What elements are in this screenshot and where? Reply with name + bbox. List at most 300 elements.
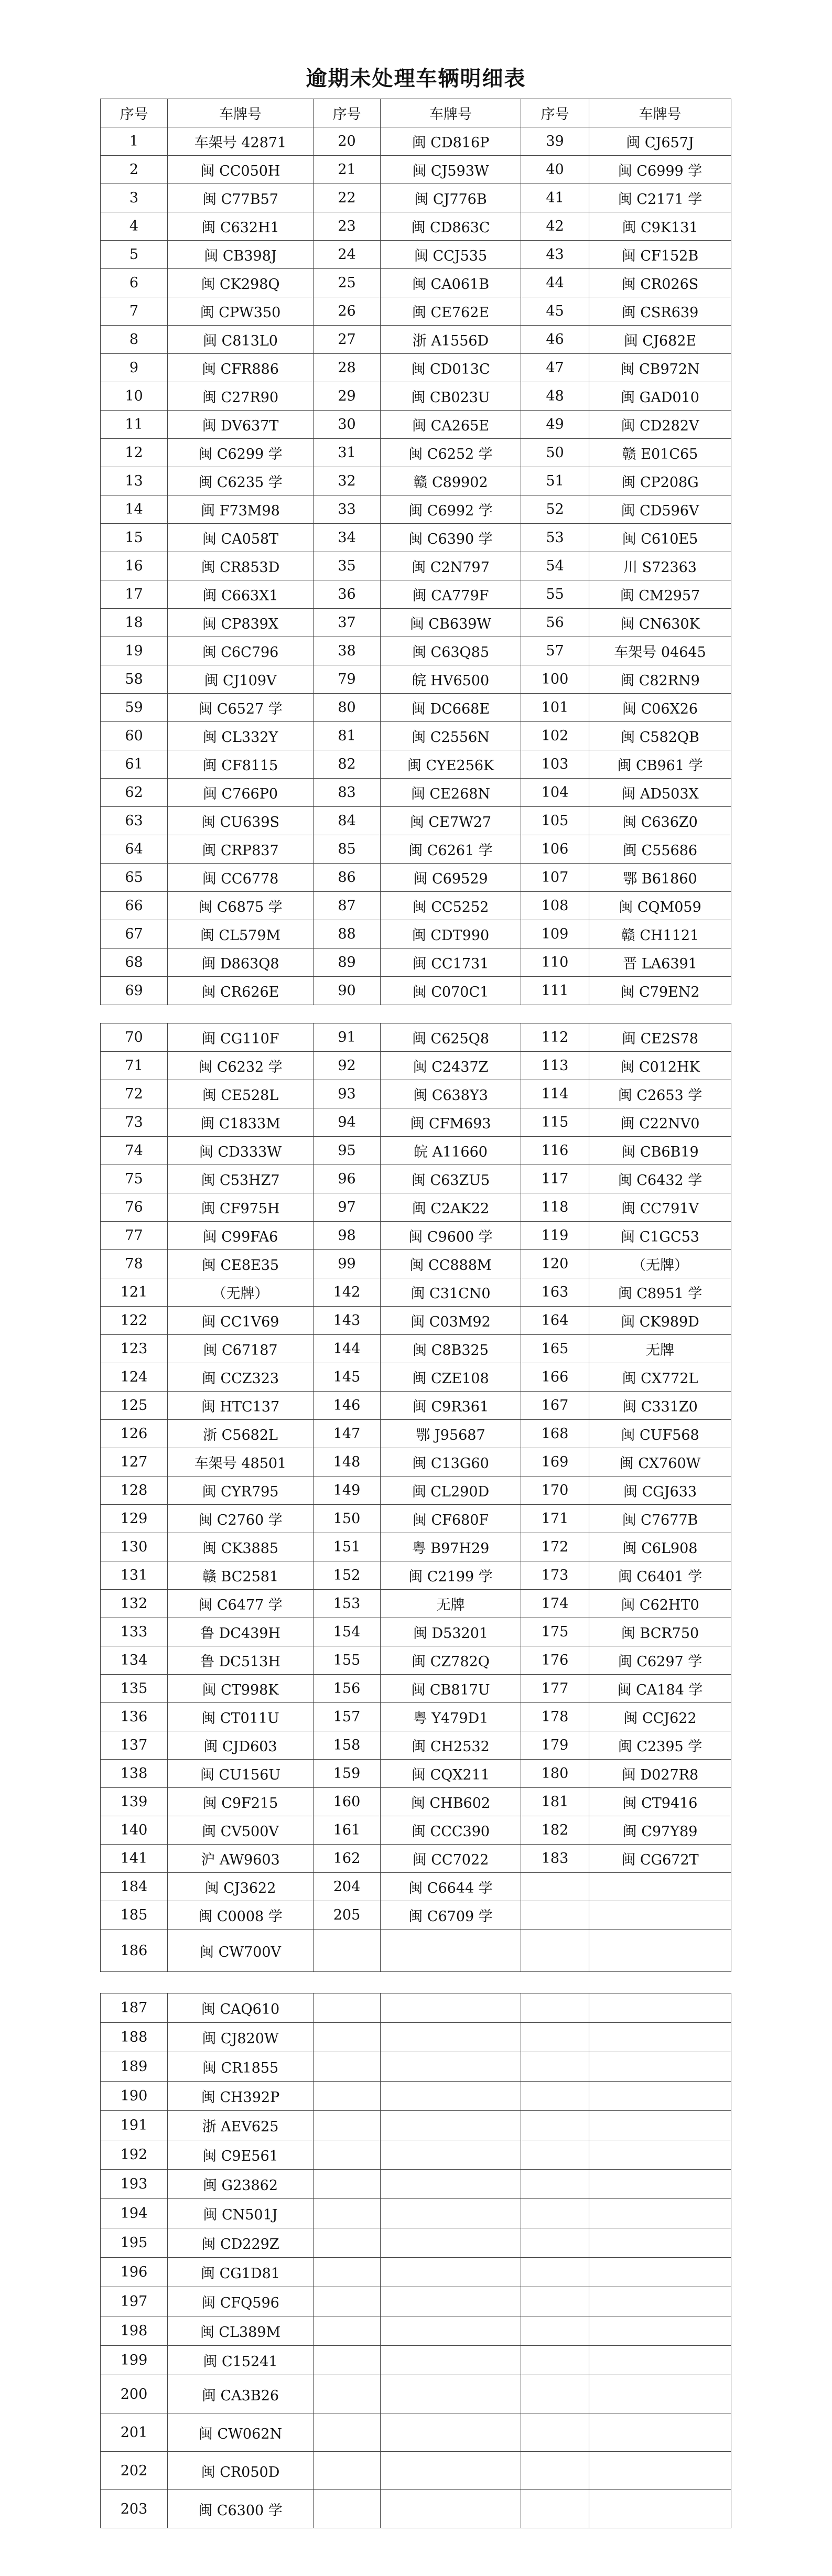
serial-number-cell: 175 bbox=[521, 1618, 589, 1646]
plate-number-cell: 闽 C6875 学 bbox=[168, 892, 314, 920]
serial-number-cell: 114 bbox=[521, 1080, 589, 1108]
serial-number-cell: 125 bbox=[101, 1392, 168, 1420]
serial-number-cell: 59 bbox=[101, 694, 168, 722]
plate-number-cell: 闽 C6527 学 bbox=[168, 694, 314, 722]
table-row bbox=[101, 524, 731, 552]
plate-number-cell bbox=[589, 2316, 731, 2346]
serial-number-cell: 127 bbox=[101, 1448, 168, 1476]
serial-number-cell: 90 bbox=[314, 977, 381, 1005]
plate-number-cell: 闽 CW700V bbox=[168, 1930, 314, 1972]
serial-number-cell: 121 bbox=[101, 1278, 168, 1307]
table-row bbox=[101, 326, 731, 354]
plate-number-cell: 闽 C6999 学 bbox=[589, 156, 731, 184]
plate-number-cell bbox=[589, 2228, 731, 2258]
plate-number-cell: 闽 CDT990 bbox=[381, 920, 521, 949]
serial-number-cell: 12 bbox=[101, 439, 168, 467]
serial-number-cell: 47 bbox=[521, 354, 589, 382]
serial-number-cell: 2 bbox=[101, 156, 168, 184]
serial-number-cell bbox=[521, 2346, 589, 2375]
serial-number-cell: 24 bbox=[314, 241, 381, 269]
serial-number-cell: 6 bbox=[101, 269, 168, 297]
serial-number-cell: 77 bbox=[101, 1222, 168, 1250]
plate-number-cell: 闽 CM2957 bbox=[589, 580, 731, 609]
serial-number-cell: 171 bbox=[521, 1505, 589, 1533]
table-row bbox=[101, 580, 731, 609]
plate-number-cell: 闽 HTC137 bbox=[168, 1392, 314, 1420]
plate-number-cell: 闽 CFQ596 bbox=[168, 2287, 314, 2316]
plate-number-cell bbox=[589, 2346, 731, 2375]
serial-number-cell: 10 bbox=[101, 382, 168, 411]
serial-number-cell: 97 bbox=[314, 1193, 381, 1222]
plate-number-cell: 闽 CJ820W bbox=[168, 2023, 314, 2052]
serial-number-cell bbox=[521, 1873, 589, 1901]
table-row bbox=[101, 1108, 731, 1137]
plate-number-cell: 闽 C9F215 bbox=[168, 1788, 314, 1816]
plate-number-cell: 闽 C27R90 bbox=[168, 382, 314, 411]
plate-number-cell: 闽 AD503X bbox=[589, 779, 731, 807]
plate-number-cell: 闽 CJ3622 bbox=[168, 1873, 314, 1901]
plate-number-cell: 闽 CA265E bbox=[381, 411, 521, 439]
serial-number-cell: 69 bbox=[101, 977, 168, 1005]
plate-number-cell: 闽 CD816P bbox=[381, 127, 521, 156]
serial-number-cell: 101 bbox=[521, 694, 589, 722]
serial-number-cell: 118 bbox=[521, 1193, 589, 1222]
plate-number-cell: 川 S72363 bbox=[589, 552, 731, 580]
serial-number-cell: 196 bbox=[101, 2258, 168, 2287]
serial-number-cell: 52 bbox=[521, 495, 589, 524]
table-row bbox=[101, 2287, 731, 2316]
plate-number-cell: 闽 CC791V bbox=[589, 1193, 731, 1222]
serial-number-cell: 60 bbox=[101, 722, 168, 750]
table-row bbox=[101, 1703, 731, 1731]
serial-number-cell: 160 bbox=[314, 1788, 381, 1816]
plate-number-cell: 闽 CJ593W bbox=[381, 156, 521, 184]
table-row bbox=[101, 2170, 731, 2199]
serial-number-cell: 64 bbox=[101, 835, 168, 864]
serial-number-cell: 83 bbox=[314, 779, 381, 807]
serial-number-cell: 36 bbox=[314, 580, 381, 609]
plate-number-cell: 闽 C2395 学 bbox=[589, 1731, 731, 1760]
serial-number-cell: 170 bbox=[521, 1476, 589, 1505]
serial-number-cell: 67 bbox=[101, 920, 168, 949]
serial-number-cell: 181 bbox=[521, 1788, 589, 1816]
table-row bbox=[101, 1505, 731, 1533]
plate-number-cell: 闽 CJ657J bbox=[589, 127, 731, 156]
serial-number-cell: 23 bbox=[314, 212, 381, 241]
serial-number-cell: 53 bbox=[521, 524, 589, 552]
plate-number-cell: 闽 C2437Z bbox=[381, 1052, 521, 1080]
serial-number-cell: 50 bbox=[521, 439, 589, 467]
serial-number-cell: 20 bbox=[314, 127, 381, 156]
plate-number-cell: 闽 CK3885 bbox=[168, 1533, 314, 1561]
serial-number-cell: 163 bbox=[521, 1278, 589, 1307]
serial-number-cell bbox=[521, 2111, 589, 2140]
serial-number-cell bbox=[314, 1930, 381, 1972]
plate-number-cell: 闽 CE762E bbox=[381, 297, 521, 326]
serial-number-cell: 173 bbox=[521, 1561, 589, 1590]
table-row bbox=[101, 1788, 731, 1816]
plate-number-cell bbox=[381, 2082, 521, 2111]
serial-number-cell: 130 bbox=[101, 1533, 168, 1561]
serial-number-cell: 42 bbox=[521, 212, 589, 241]
plate-number-cell bbox=[589, 2052, 731, 2082]
plate-number-cell: 闽 CH2532 bbox=[381, 1731, 521, 1760]
serial-number-cell bbox=[314, 2287, 381, 2316]
plate-number-cell: 闽 C2760 学 bbox=[168, 1505, 314, 1533]
plate-number-cell: （无牌） bbox=[589, 1250, 731, 1278]
plate-number-cell: 闽 CB961 学 bbox=[589, 750, 731, 779]
serial-number-cell: 141 bbox=[101, 1845, 168, 1873]
plate-number-cell: 沪 AW9603 bbox=[168, 1845, 314, 1873]
serial-number-cell: 119 bbox=[521, 1222, 589, 1250]
serial-number-cell: 117 bbox=[521, 1165, 589, 1193]
serial-number-cell: 167 bbox=[521, 1392, 589, 1420]
plate-number-cell: 闽 D53201 bbox=[381, 1618, 521, 1646]
serial-number-cell: 172 bbox=[521, 1533, 589, 1561]
serial-number-cell: 202 bbox=[101, 2452, 168, 2490]
serial-number-cell: 154 bbox=[314, 1618, 381, 1646]
plate-number-cell: 闽 CR626E bbox=[168, 977, 314, 1005]
plate-number-cell: 闽 C69529 bbox=[381, 864, 521, 892]
table-row bbox=[101, 1873, 731, 1901]
serial-number-cell: 16 bbox=[101, 552, 168, 580]
plate-number-cell: 皖 A11660 bbox=[381, 1137, 521, 1165]
table-row bbox=[101, 807, 731, 835]
plate-number-cell: 闽 C15241 bbox=[168, 2346, 314, 2375]
serial-number-cell: 37 bbox=[314, 609, 381, 637]
plate-number-cell bbox=[381, 2170, 521, 2199]
plate-number-cell: 闽 CG672T bbox=[589, 1845, 731, 1873]
plate-number-cell: 闽 C6477 学 bbox=[168, 1590, 314, 1618]
plate-number-cell: 闽 CH392P bbox=[168, 2082, 314, 2111]
plate-number-cell: 闽 BCR750 bbox=[589, 1618, 731, 1646]
plate-number-cell: 浙 C5682L bbox=[168, 1420, 314, 1448]
plate-number-cell: 闽 C2N797 bbox=[381, 552, 521, 580]
serial-number-cell bbox=[521, 2023, 589, 2052]
table-row bbox=[101, 2452, 731, 2490]
table-row bbox=[101, 1675, 731, 1703]
table-row bbox=[101, 495, 731, 524]
plate-number-cell: 无牌 bbox=[589, 1335, 731, 1363]
serial-number-cell bbox=[521, 2228, 589, 2258]
serial-number-cell: 190 bbox=[101, 2082, 168, 2111]
serial-number-cell: 96 bbox=[314, 1165, 381, 1193]
plate-number-cell: 闽 C7677B bbox=[589, 1505, 731, 1533]
plate-number-cell: 闽 CD863C bbox=[381, 212, 521, 241]
plate-number-cell: 鲁 DC439H bbox=[168, 1618, 314, 1646]
table-row bbox=[101, 2052, 731, 2082]
serial-number-cell: 126 bbox=[101, 1420, 168, 1448]
serial-number-cell: 51 bbox=[521, 467, 589, 495]
plate-number-cell: 闽 C2171 学 bbox=[589, 184, 731, 212]
plate-number-cell: 闽 C636Z0 bbox=[589, 807, 731, 835]
plate-number-cell bbox=[589, 2111, 731, 2140]
serial-number-cell: 68 bbox=[101, 949, 168, 977]
plate-number-cell bbox=[589, 2140, 731, 2170]
serial-number-cell bbox=[314, 1993, 381, 2023]
plate-number-cell bbox=[589, 2199, 731, 2228]
serial-number-cell bbox=[314, 2316, 381, 2346]
serial-number-cell: 63 bbox=[101, 807, 168, 835]
table-row bbox=[101, 949, 731, 977]
serial-number-cell: 32 bbox=[314, 467, 381, 495]
table-row bbox=[101, 127, 731, 156]
table-row bbox=[101, 1193, 731, 1222]
serial-number-cell: 184 bbox=[101, 1873, 168, 1901]
serial-number-cell: 131 bbox=[101, 1561, 168, 1590]
serial-number-cell: 203 bbox=[101, 2490, 168, 2528]
plate-number-cell: 闽 CN501J bbox=[168, 2199, 314, 2228]
plate-number-cell: 闽 CSR639 bbox=[589, 297, 731, 326]
plate-number-cell: 闽 CD229Z bbox=[168, 2228, 314, 2258]
serial-number-cell: 153 bbox=[314, 1590, 381, 1618]
table-row bbox=[101, 1476, 731, 1505]
table-row bbox=[101, 864, 731, 892]
plate-number-cell: 闽 G23862 bbox=[168, 2170, 314, 2199]
table-row bbox=[101, 920, 731, 949]
plate-number-cell: 闽 CX772L bbox=[589, 1363, 731, 1392]
serial-number-cell: 200 bbox=[101, 2375, 168, 2413]
plate-number-cell: 闽 C625Q8 bbox=[381, 1023, 521, 1052]
plate-number-cell: 闽 CA779F bbox=[381, 580, 521, 609]
serial-number-cell: 199 bbox=[101, 2346, 168, 2375]
table-row bbox=[101, 1278, 731, 1307]
serial-number-cell: 66 bbox=[101, 892, 168, 920]
plate-number-cell: 闽 CE2S78 bbox=[589, 1023, 731, 1052]
plate-number-cell: 闽 CUF568 bbox=[589, 1420, 731, 1448]
plate-number-cell: 闽 C63Q85 bbox=[381, 637, 521, 665]
serial-number-cell: 187 bbox=[101, 1993, 168, 2023]
plate-number-cell: 闽 CCC390 bbox=[381, 1816, 521, 1845]
table-row bbox=[101, 184, 731, 212]
header-plate-number: 车牌号 bbox=[381, 99, 521, 127]
table-row bbox=[101, 1646, 731, 1675]
serial-number-cell: 192 bbox=[101, 2140, 168, 2170]
plate-number-cell: 闽 CT998K bbox=[168, 1675, 314, 1703]
table-row bbox=[101, 2228, 731, 2258]
plate-number-cell: 闽 C9E561 bbox=[168, 2140, 314, 2170]
table-row bbox=[101, 354, 731, 382]
serial-number-cell: 150 bbox=[314, 1505, 381, 1533]
table-header-row bbox=[101, 99, 731, 127]
plate-number-cell bbox=[381, 2228, 521, 2258]
serial-number-cell bbox=[314, 2111, 381, 2140]
serial-number-cell: 129 bbox=[101, 1505, 168, 1533]
plate-number-cell: 闽 C99FA6 bbox=[168, 1222, 314, 1250]
table-row bbox=[101, 2413, 731, 2452]
serial-number-cell: 142 bbox=[314, 1278, 381, 1307]
plate-number-cell bbox=[381, 2023, 521, 2052]
plate-number-cell: 闽 CF152B bbox=[589, 241, 731, 269]
plate-number-cell: 闽 C6L908 bbox=[589, 1533, 731, 1561]
table-row bbox=[101, 1618, 731, 1646]
serial-number-cell: 99 bbox=[314, 1250, 381, 1278]
serial-number-cell: 82 bbox=[314, 750, 381, 779]
serial-number-cell: 41 bbox=[521, 184, 589, 212]
table-row bbox=[101, 1222, 731, 1250]
plate-number-cell: 闽 C6232 学 bbox=[168, 1052, 314, 1080]
table-row bbox=[101, 1816, 731, 1845]
serial-number-cell: 194 bbox=[101, 2199, 168, 2228]
serial-number-cell: 120 bbox=[521, 1250, 589, 1278]
plate-number-cell: 闽 C610E5 bbox=[589, 524, 731, 552]
plate-number-cell: 闽 C8B325 bbox=[381, 1335, 521, 1363]
plate-number-cell: 闽 C6432 学 bbox=[589, 1165, 731, 1193]
serial-number-cell: 26 bbox=[314, 297, 381, 326]
serial-number-cell: 3 bbox=[101, 184, 168, 212]
serial-number-cell: 104 bbox=[521, 779, 589, 807]
plate-number-cell: 车架号 04645 bbox=[589, 637, 731, 665]
serial-number-cell bbox=[521, 2375, 589, 2413]
table-row bbox=[101, 2375, 731, 2413]
plate-number-cell: 闽 CE268N bbox=[381, 779, 521, 807]
plate-number-cell: 闽 CK989D bbox=[589, 1307, 731, 1335]
table-row bbox=[101, 269, 731, 297]
serial-number-cell: 43 bbox=[521, 241, 589, 269]
plate-number-cell: 闽 CC6778 bbox=[168, 864, 314, 892]
serial-number-cell: 21 bbox=[314, 156, 381, 184]
serial-number-cell: 61 bbox=[101, 750, 168, 779]
plate-number-cell: 闽 CP208G bbox=[589, 467, 731, 495]
table-row bbox=[101, 297, 731, 326]
table-row bbox=[101, 835, 731, 864]
plate-number-cell: 闽 CZE108 bbox=[381, 1363, 521, 1392]
table-row bbox=[101, 1930, 731, 1972]
serial-number-cell: 146 bbox=[314, 1392, 381, 1420]
table-row bbox=[101, 2490, 731, 2528]
serial-number-cell: 168 bbox=[521, 1420, 589, 1448]
plate-number-cell: 闽 C6297 学 bbox=[589, 1646, 731, 1675]
plate-number-cell: 闽 D027R8 bbox=[589, 1760, 731, 1788]
plate-number-cell: 闽 CZ782Q bbox=[381, 1646, 521, 1675]
serial-number-cell: 115 bbox=[521, 1108, 589, 1137]
serial-number-cell: 169 bbox=[521, 1448, 589, 1476]
serial-number-cell: 1 bbox=[101, 127, 168, 156]
serial-number-cell: 54 bbox=[521, 552, 589, 580]
plate-number-cell: 闽 CD282V bbox=[589, 411, 731, 439]
plate-number-cell: 闽 CC050H bbox=[168, 156, 314, 184]
serial-number-cell: 189 bbox=[101, 2052, 168, 2082]
serial-number-cell: 107 bbox=[521, 864, 589, 892]
plate-number-cell: 赣 C89902 bbox=[381, 467, 521, 495]
serial-number-cell: 33 bbox=[314, 495, 381, 524]
plate-number-cell: 闽 CJ682E bbox=[589, 326, 731, 354]
table-row bbox=[101, 2346, 731, 2375]
serial-number-cell: 7 bbox=[101, 297, 168, 326]
plate-number-cell: 闽 CCJ535 bbox=[381, 241, 521, 269]
plate-number-cell: 闽 CAQ610 bbox=[168, 1993, 314, 2023]
serial-number-cell: 103 bbox=[521, 750, 589, 779]
serial-number-cell: 93 bbox=[314, 1080, 381, 1108]
plate-number-cell bbox=[381, 2490, 521, 2528]
plate-number-cell: 晋 LA6391 bbox=[589, 949, 731, 977]
serial-number-cell: 112 bbox=[521, 1023, 589, 1052]
serial-number-cell bbox=[314, 2082, 381, 2111]
serial-number-cell: 149 bbox=[314, 1476, 381, 1505]
serial-number-cell bbox=[314, 2228, 381, 2258]
plate-number-cell: 闽 C6644 学 bbox=[381, 1873, 521, 1901]
serial-number-cell: 80 bbox=[314, 694, 381, 722]
table-row bbox=[101, 1590, 731, 1618]
table-row bbox=[101, 1993, 731, 2023]
table-row bbox=[101, 1845, 731, 1873]
plate-number-cell: 闽 CL290D bbox=[381, 1476, 521, 1505]
serial-number-cell: 44 bbox=[521, 269, 589, 297]
table-row bbox=[101, 1392, 731, 1420]
plate-number-cell: 鲁 DC513H bbox=[168, 1646, 314, 1675]
plate-number-cell bbox=[381, 2316, 521, 2346]
serial-number-cell: 204 bbox=[314, 1873, 381, 1901]
plate-number-cell: 闽 CB398J bbox=[168, 241, 314, 269]
plate-number-cell: 闽 C0008 学 bbox=[168, 1901, 314, 1930]
serial-number-cell: 159 bbox=[314, 1760, 381, 1788]
plate-number-cell: 闽 CR853D bbox=[168, 552, 314, 580]
serial-number-cell: 45 bbox=[521, 297, 589, 326]
page-title: 逾期未处理车辆明细表 bbox=[306, 67, 526, 91]
plate-number-cell: 车架号 42871 bbox=[168, 127, 314, 156]
plate-number-cell: 闽 C1833M bbox=[168, 1108, 314, 1137]
plate-number-cell: 闽 C331Z0 bbox=[589, 1392, 731, 1420]
plate-number-cell bbox=[589, 2490, 731, 2528]
plate-number-cell: 闽 CB972N bbox=[589, 354, 731, 382]
serial-number-cell: 46 bbox=[521, 326, 589, 354]
plate-number-cell: 赣 BC2581 bbox=[168, 1561, 314, 1590]
serial-number-cell: 70 bbox=[101, 1023, 168, 1052]
serial-number-cell: 34 bbox=[314, 524, 381, 552]
serial-number-cell: 48 bbox=[521, 382, 589, 411]
plate-number-cell: 闽 C82RN9 bbox=[589, 665, 731, 694]
serial-number-cell: 71 bbox=[101, 1052, 168, 1080]
plate-number-cell: 闽 CR1855 bbox=[168, 2052, 314, 2082]
serial-number-cell: 13 bbox=[101, 467, 168, 495]
plate-number-cell: 闽 CCJ622 bbox=[589, 1703, 731, 1731]
plate-number-cell: 闽 CB817U bbox=[381, 1675, 521, 1703]
plate-number-cell: 闽 CK298Q bbox=[168, 269, 314, 297]
serial-number-cell: 158 bbox=[314, 1731, 381, 1760]
serial-number-cell: 39 bbox=[521, 127, 589, 156]
serial-number-cell: 183 bbox=[521, 1845, 589, 1873]
table-row bbox=[101, 1335, 731, 1363]
serial-number-cell: 22 bbox=[314, 184, 381, 212]
plate-number-cell: 闽 CFM693 bbox=[381, 1108, 521, 1137]
plate-number-cell: 闽 CCZ323 bbox=[168, 1363, 314, 1392]
table-row bbox=[101, 467, 731, 495]
table-row bbox=[101, 1363, 731, 1392]
table-row bbox=[101, 1561, 731, 1590]
serial-number-cell: 110 bbox=[521, 949, 589, 977]
plate-number-cell: 闽 CB6B19 bbox=[589, 1137, 731, 1165]
serial-number-cell bbox=[314, 2413, 381, 2452]
plate-number-cell: 闽 CC888M bbox=[381, 1250, 521, 1278]
serial-number-cell: 178 bbox=[521, 1703, 589, 1731]
serial-number-cell: 134 bbox=[101, 1646, 168, 1675]
table-row bbox=[101, 2082, 731, 2111]
plate-number-cell: 闽 CD596V bbox=[589, 495, 731, 524]
serial-number-cell: 85 bbox=[314, 835, 381, 864]
table-row bbox=[101, 609, 731, 637]
serial-number-cell bbox=[521, 2052, 589, 2082]
plate-number-cell: 闽 CR050D bbox=[168, 2452, 314, 2490]
serial-number-cell: 193 bbox=[101, 2170, 168, 2199]
serial-number-cell: 137 bbox=[101, 1731, 168, 1760]
plate-number-cell: 浙 AEV625 bbox=[168, 2111, 314, 2140]
table-row bbox=[101, 722, 731, 750]
header-serial-number: 序号 bbox=[314, 99, 381, 127]
plate-number-cell: 闽 CW062N bbox=[168, 2413, 314, 2452]
plate-number-cell: 闽 CE528L bbox=[168, 1080, 314, 1108]
serial-number-cell bbox=[521, 2452, 589, 2490]
plate-number-cell: 闽 CL332Y bbox=[168, 722, 314, 750]
